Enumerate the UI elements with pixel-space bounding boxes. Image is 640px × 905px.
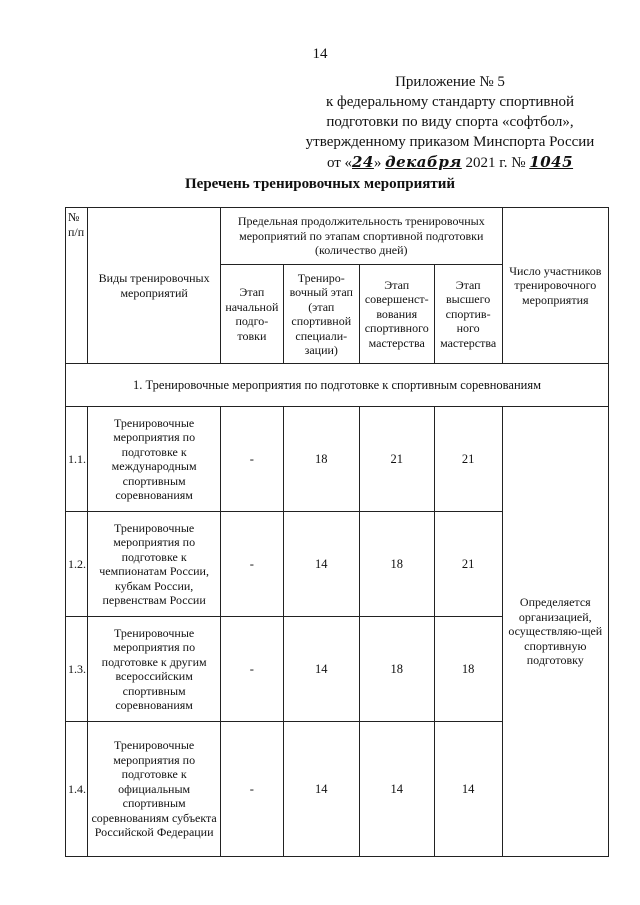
appendix-line: утвержденному приказом Минспорта России [305,134,595,150]
date-month: декабря [385,153,462,171]
appendix-line: подготовки по виду спорта «софтбол», [326,114,574,130]
date-mid: » [373,155,382,171]
participants-note: Определяется организацией, осуществляю-щей спортивную подготовку [502,407,608,857]
section-title: 1. Тренировочные мероприятия по подготовке к спортивным соревнованиям [66,364,609,407]
row-stage2: 14 [283,617,359,722]
row-name: Тренировочные мероприятия по подготовке к официальным спортивным соревнованиям субъекта Российской Федерации [88,722,221,857]
row-stage1: - [220,722,283,857]
date-prefix: от « [326,155,353,171]
header-stage: Этап высшего спортив-ного мастерства [434,265,502,364]
row-stage4: 21 [434,512,502,617]
section-row [66,364,609,407]
header-name: Виды тренировочных мероприятий [88,208,221,364]
appendix-title: Приложение № 5 [395,74,505,90]
table-header-row [66,208,609,265]
row-stage1: - [220,512,283,617]
row-num: 1.1. [66,407,88,512]
row-stage4: 21 [434,407,502,512]
row-stage3: 14 [359,722,434,857]
order-number: 1045 [529,153,574,171]
training-events-table [65,207,609,857]
row-stage3: 21 [359,407,434,512]
table-row [66,407,609,512]
header-num: № п/п [66,208,88,364]
header-participants: Число участников тренировочного мероприятия [502,208,608,364]
row-stage1: - [220,407,283,512]
row-stage3: 18 [359,617,434,722]
header-duration: Предельная продолжительность тренировочных мероприятий по этапам спортивной подготовки (количество дней) [220,208,502,265]
date-day: 24 [352,153,374,171]
row-name: Тренировочные мероприятия по подготовке к чемпионатам России, кубкам России, первенствам России [88,512,221,617]
page-number: 14 [312,46,328,62]
row-stage1: - [220,617,283,722]
row-stage4: 18 [434,617,502,722]
appendix-header [300,72,600,173]
row-num: 1.4. [66,722,88,857]
header-stage: Этап совершенст-вования спортивного мастерства [359,265,434,364]
appendix-line: к федеральному стандарту спортивной [325,94,575,110]
row-num: 1.3. [66,617,88,722]
document-title: Перечень тренировочных мероприятий [185,176,455,192]
row-stage3: 18 [359,512,434,617]
header-stage: Трениро-вочный этап (этап спортивной специали-зации) [283,265,359,364]
row-name: Тренировочные мероприятия по подготовке к международным спортивным соревнованиям [88,407,221,512]
row-stage2: 14 [283,722,359,857]
row-name: Тренировочные мероприятия по подготовке к другим всероссийским спортивным соревнованиям [88,617,221,722]
row-stage4: 14 [434,722,502,857]
header-stage: Этап начальной подго-товки [220,265,283,364]
row-stage2: 14 [283,512,359,617]
date-year: 2021 г. № [465,155,526,171]
appendix-date-line [300,152,600,173]
row-stage2: 18 [283,407,359,512]
row-num: 1.2. [66,512,88,617]
